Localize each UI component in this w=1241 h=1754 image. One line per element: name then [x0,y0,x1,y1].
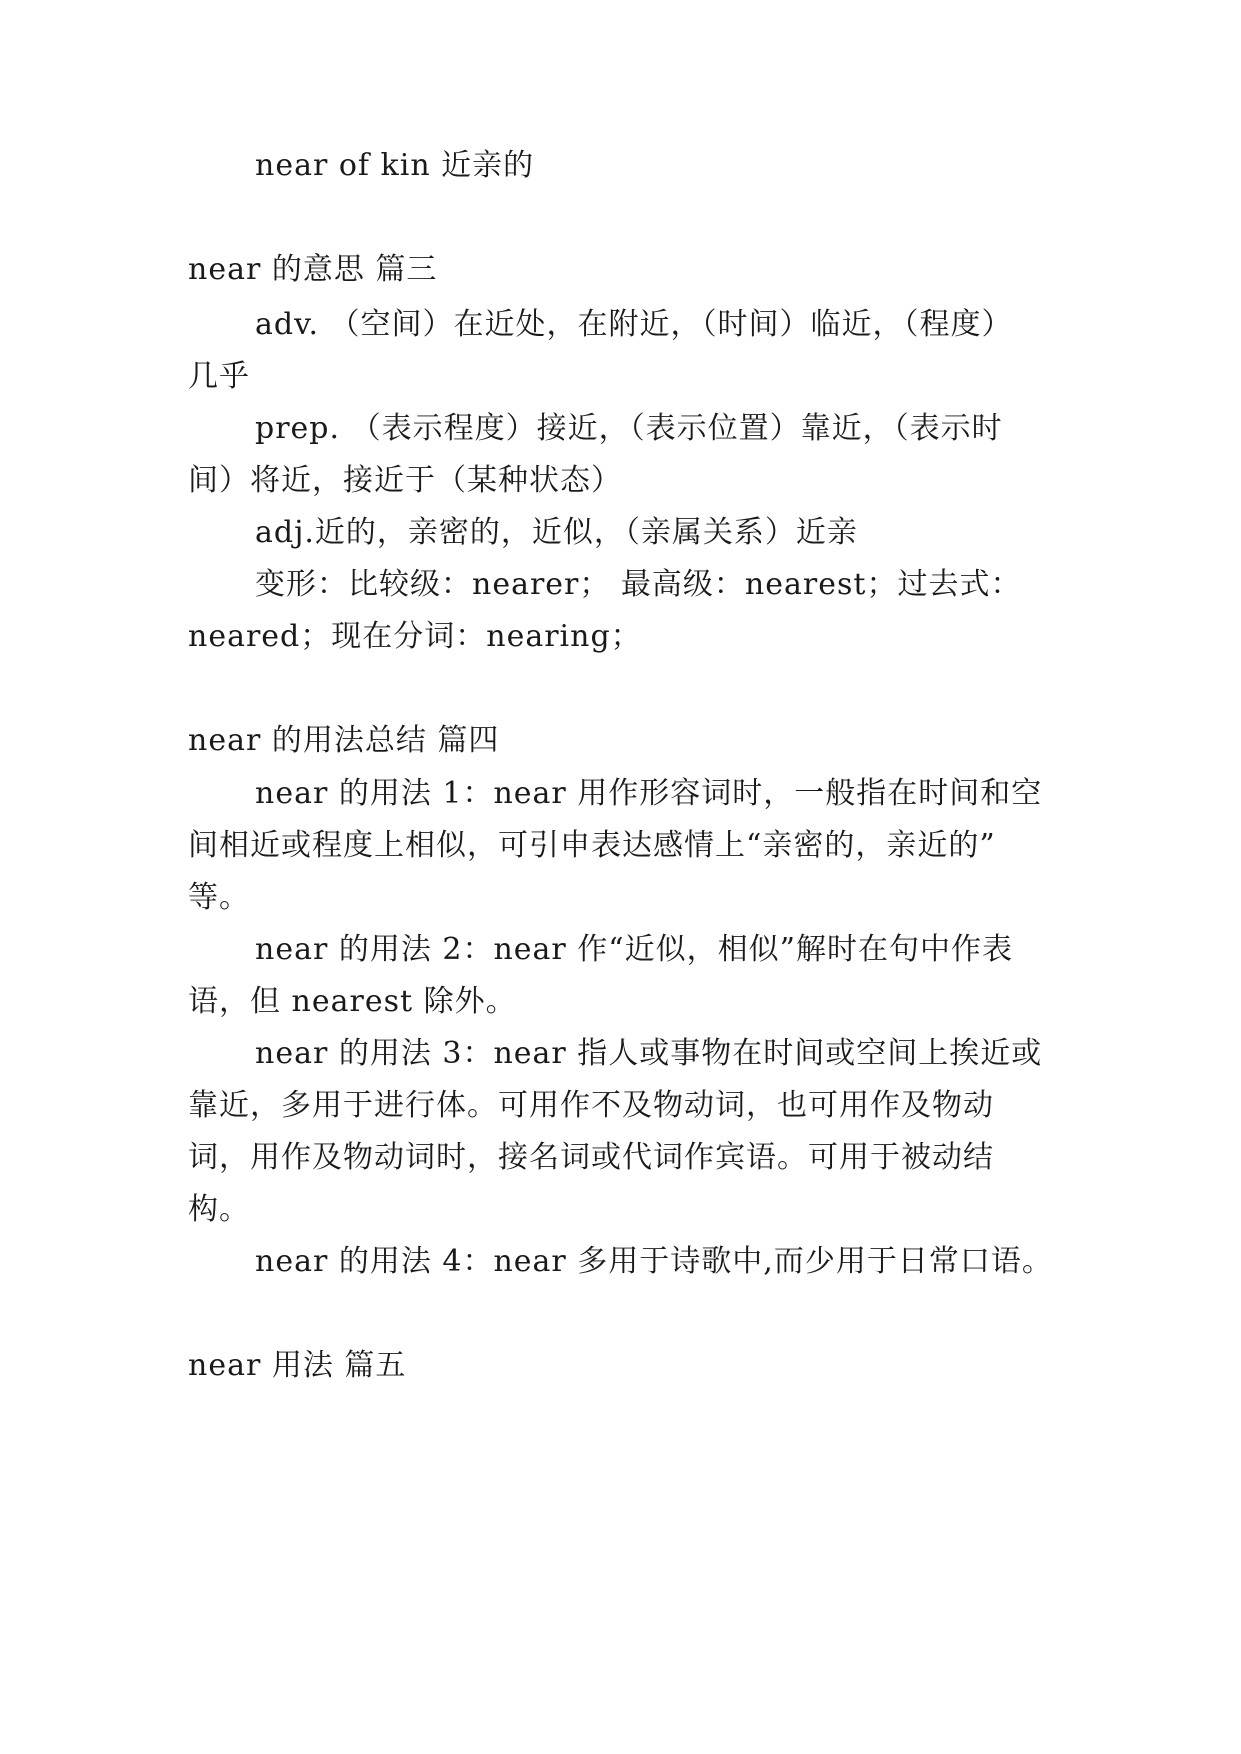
adv-line-1: adv. （空间）在近处，在附近，（时间）临近，（程度） [255,307,1013,342]
adj-line: adj.近的，亲密的，近似，（亲属关系）近亲 [255,515,858,550]
usage3-line-2: 靠近，多用于进行体。可用作不及物动词，也可用作及物动 [188,1088,994,1123]
intro-line: near of kin 近亲的 [255,148,535,183]
section5-title: near 用法 篇五 [188,1348,407,1383]
section4-title: near 的用法总结 篇四 [188,723,500,758]
usage1-line-1: near 的用法 1：near 用作形容词时，一般指在时间和空 [255,776,1043,811]
usage1-line-2: 间相近或程度上相似，可引申表达感情上“亲密的，亲近的” [188,828,996,863]
usage1-line-3: 等。 [188,880,250,915]
forms-line-1: 变形：比较级：nearer； 最高级：nearest；过去式： [255,567,1022,602]
prep-line-1: prep. （表示程度）接近，（表示位置）靠近，（表示时 [255,411,1003,446]
usage4-line-1: near 的用法 4：near 多用于诗歌中,而少用于日常口语。 [255,1244,1053,1279]
usage3-line-1: near 的用法 3：near 指人或事物在时间或空间上挨近或 [255,1036,1043,1071]
usage3-line-3: 词，用作及物动词时，接名词或代词作宾语。可用于被动结 [188,1140,994,1175]
usage3-line-4: 构。 [188,1192,250,1227]
usage2-line-2: 语，但 nearest 除外。 [188,984,517,1019]
adv-line-2: 几乎 [188,359,250,394]
section3-title: near 的意思 篇三 [188,252,438,287]
forms-line-2: neared；现在分词：nearing； [188,619,642,654]
usage2-line-1: near 的用法 2：near 作“近似，相似”解时在句中作表 [255,932,1013,967]
prep-line-2: 间）将近，接近于（某种状态） [188,463,622,498]
